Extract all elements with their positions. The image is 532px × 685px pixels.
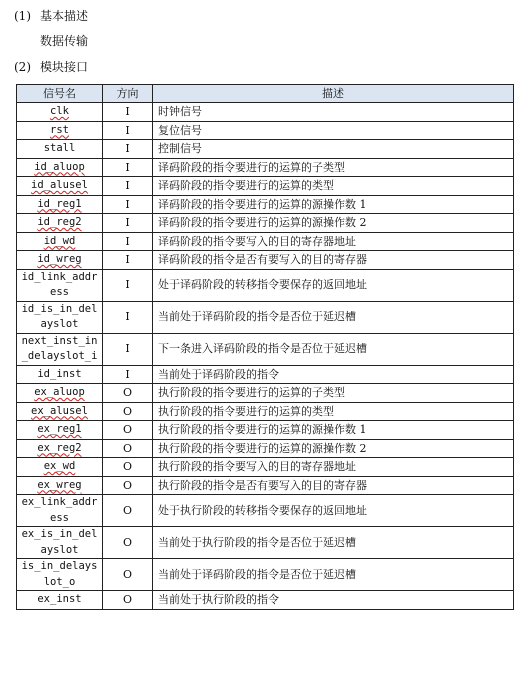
table-row (17, 559, 514, 591)
table-row (17, 214, 514, 233)
description-cell: 下一条进入译码阶段的指令是否位于延迟槽 (153, 333, 514, 365)
direction-cell: I (103, 301, 153, 333)
description-cell: 译码阶段的指令要进行的运算的子类型 (153, 158, 514, 177)
signal-name: id_aluop (34, 160, 85, 173)
signal-name: id_wd (43, 234, 76, 247)
section-description: 数据传输 (40, 34, 89, 48)
signal-name-cell (17, 421, 103, 440)
signal-name: next_inst_in_delayslot_i (21, 334, 98, 362)
description-cell: 执行阶段的指令要进行的运算的类型 (153, 402, 514, 421)
direction-cell: I (103, 140, 153, 159)
signal-name-cell (17, 365, 103, 384)
description-cell: 当前处于译码阶段的指令是否位于延迟槽 (153, 301, 514, 333)
description-cell: 执行阶段的指令是否有要写入的目的寄存器 (153, 476, 514, 495)
signal-name: stall (43, 142, 76, 154)
signal-name-cell (17, 301, 103, 333)
direction-cell: O (103, 527, 153, 559)
direction-cell: O (103, 591, 153, 610)
description-cell: 译码阶段的指令是否有要写入的目的寄存器 (153, 251, 514, 270)
table-row (17, 333, 514, 365)
description-cell: 执行阶段的指令要进行的运算的源操作数 2 (153, 439, 514, 458)
signal-name-cell (17, 495, 103, 527)
direction-cell: O (103, 402, 153, 421)
description-cell: 处于译码阶段的转移指令要保存的返回地址 (153, 269, 514, 301)
signal-name-cell (17, 402, 103, 421)
header-direction: 方向 (103, 85, 153, 103)
description-cell: 译码阶段的指令要进行的运算的源操作数 2 (153, 214, 514, 233)
direction-cell: I (103, 158, 153, 177)
table-row (17, 495, 514, 527)
signal-name: ex_reg1 (37, 423, 82, 435)
direction-cell: O (103, 421, 153, 440)
description-cell: 处于执行阶段的转移指令要保存的返回地址 (153, 495, 514, 527)
description-cell: 译码阶段的指令要进行的运算的源操作数 1 (153, 195, 514, 214)
direction-cell: O (103, 439, 153, 458)
signal-name-cell (17, 591, 103, 610)
header-description: 描述 (153, 85, 514, 103)
direction-cell: I (103, 251, 153, 270)
signal-name-cell (17, 232, 103, 251)
signal-name: ex_wreg (37, 478, 82, 491)
table-row (17, 177, 514, 196)
signal-name: ex_reg2 (37, 441, 82, 454)
section-heading-2 (14, 59, 88, 75)
signal-name: id_alusel (31, 179, 88, 191)
description-cell: 执行阶段的指令要写入的目的寄存器地址 (153, 458, 514, 477)
table-row (17, 402, 514, 421)
direction-cell: O (103, 495, 153, 527)
signal-name-cell (17, 439, 103, 458)
description-cell: 当前处于执行阶段的指令是否位于延迟槽 (153, 527, 514, 559)
description-cell: 当前处于译码阶段的指令 (153, 365, 514, 384)
section-heading-1 (14, 8, 88, 24)
table-row (17, 476, 514, 495)
signal-name: ex_wd (43, 460, 76, 472)
signal-name-cell (17, 476, 103, 495)
table-row (17, 121, 514, 140)
description-cell: 时钟信号 (153, 103, 514, 122)
table-row (17, 140, 514, 159)
description-cell: 执行阶段的指令要进行的运算的子类型 (153, 384, 514, 403)
table-row (17, 103, 514, 122)
direction-cell: I (103, 232, 153, 251)
signal-name-cell (17, 527, 103, 559)
description-cell: 当前处于执行阶段的指令 (153, 591, 514, 610)
description-cell: 译码阶段的指令要写入的目的寄存器地址 (153, 232, 514, 251)
direction-cell: O (103, 384, 153, 403)
table-row (17, 269, 514, 301)
description-cell: 执行阶段的指令要进行的运算的源操作数 1 (153, 421, 514, 440)
description-cell: 当前处于译码阶段的指令是否位于延迟槽 (153, 559, 514, 591)
table-row (17, 527, 514, 559)
direction-cell: I (103, 195, 153, 214)
section-number: (1) (14, 9, 31, 23)
header-signal-name: 信号名 (17, 85, 103, 103)
direction-cell: I (103, 103, 153, 122)
signal-name-cell (17, 158, 103, 177)
signal-name: id_reg2 (37, 216, 82, 228)
signal-name-cell (17, 384, 103, 403)
table-body (17, 103, 514, 610)
signal-name: id_wreg (37, 253, 82, 265)
signal-name-cell (17, 251, 103, 270)
table-row (17, 301, 514, 333)
signal-name-cell (17, 214, 103, 233)
signal-name: id_link_address (21, 270, 98, 298)
direction-cell: O (103, 476, 153, 495)
table-row (17, 365, 514, 384)
signal-name-cell (17, 559, 103, 591)
description-cell: 控制信号 (153, 140, 514, 159)
table-row (17, 439, 514, 458)
signal-name: ex_is_in_delayslot (21, 528, 98, 556)
direction-cell: I (103, 177, 153, 196)
table-row (17, 232, 514, 251)
description-cell: 译码阶段的指令要进行的运算的类型 (153, 177, 514, 196)
signal-name: ex_aluop (34, 386, 85, 398)
direction-cell: O (103, 458, 153, 477)
signal-name: ex_link_address (21, 496, 98, 524)
signal-name-cell (17, 121, 103, 140)
table-row (17, 195, 514, 214)
signal-name-cell (17, 177, 103, 196)
signal-name: id_is_in_delayslot (21, 302, 98, 330)
description-cell: 复位信号 (153, 121, 514, 140)
signal-name-cell (17, 458, 103, 477)
table-row (17, 591, 514, 610)
signal-name: id_reg1 (37, 197, 82, 210)
table-row (17, 458, 514, 477)
table-row (17, 421, 514, 440)
signal-name: ex_alusel (31, 404, 88, 417)
signal-name-cell (17, 269, 103, 301)
signal-name: ex_inst (37, 593, 82, 605)
direction-cell: I (103, 214, 153, 233)
direction-cell: O (103, 559, 153, 591)
direction-cell: I (103, 333, 153, 365)
section-title: 模块接口 (40, 60, 89, 74)
signal-name-cell (17, 103, 103, 122)
signal-name: rst (50, 123, 69, 136)
signal-name-cell (17, 140, 103, 159)
signal-name: is_in_delayslot_o (21, 560, 98, 588)
signal-table (16, 84, 514, 610)
signal-name-cell (17, 333, 103, 365)
signal-name: id_inst (37, 367, 82, 380)
direction-cell: I (103, 365, 153, 384)
table-row (17, 158, 514, 177)
direction-cell: I (103, 269, 153, 301)
table-row (17, 384, 514, 403)
direction-cell: I (103, 121, 153, 140)
section-number: (2) (14, 60, 31, 74)
table-row (17, 251, 514, 270)
section-title: 基本描述 (40, 9, 89, 23)
table-header-row (17, 85, 514, 103)
signal-name: clk (50, 105, 69, 117)
signal-name-cell (17, 195, 103, 214)
